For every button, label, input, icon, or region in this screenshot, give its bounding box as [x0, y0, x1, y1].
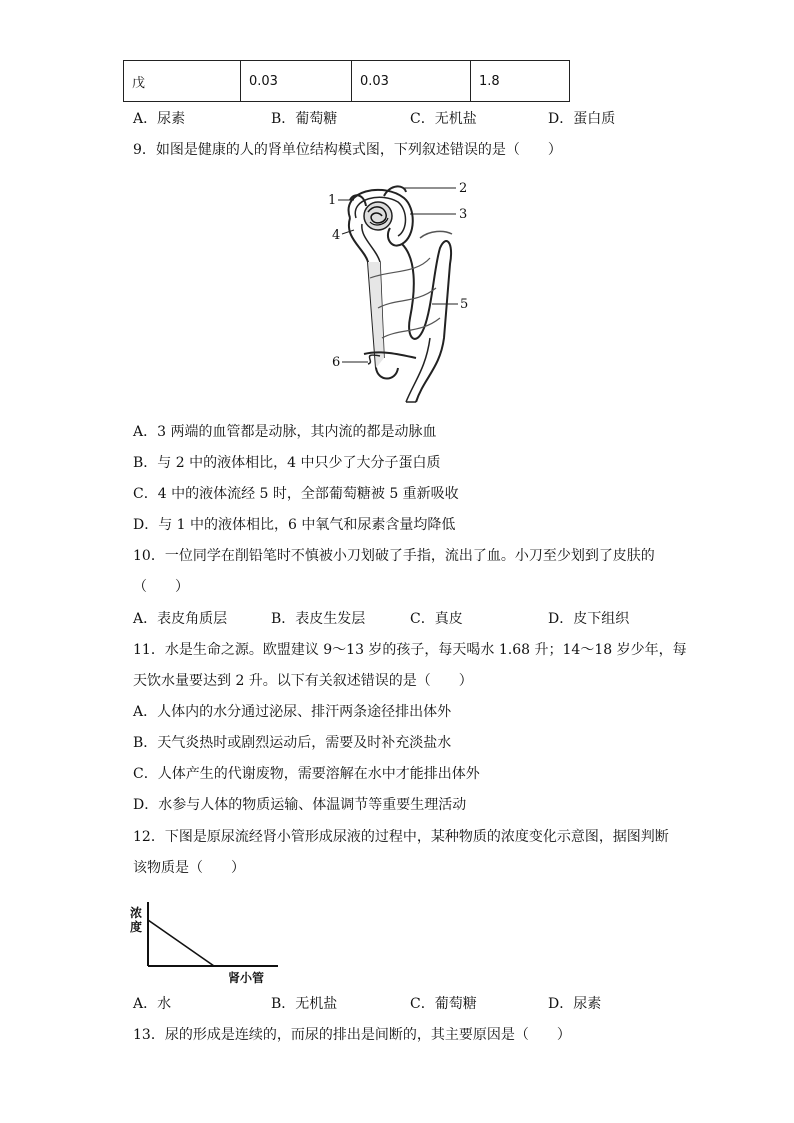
data-table [123, 60, 570, 102]
q8-option-a[interactable]: A．尿素 [133, 111, 186, 127]
nephron-diagram [320, 178, 480, 406]
figure-label-2: 2 [459, 181, 468, 196]
graph-ylabel: 浓 [130, 906, 143, 920]
q9-option-d[interactable]: D．与 1 中的液体相比，6 中氧气和尿素含量均降低 [133, 517, 456, 533]
figure-label-5: 5 [460, 297, 469, 312]
q12-option-d[interactable]: D．尿素 [548, 996, 602, 1012]
q8-option-b[interactable]: B．葡萄糖 [271, 111, 338, 127]
q11-option-c[interactable]: C．人体产生的代谢废物，需要溶解在水中才能排出体外 [133, 766, 480, 782]
q10-option-d[interactable]: D．皮下组织 [548, 611, 630, 627]
q10-option-c[interactable]: C．真皮 [410, 611, 463, 627]
q11-option-b[interactable]: B．天气炎热时或剧烈运动后，需要及时补充淡盐水 [133, 735, 452, 751]
q12-option-b[interactable]: B．无机盐 [271, 996, 338, 1012]
q8-option-d[interactable]: D．蛋白质 [548, 111, 616, 127]
table-cell: 0.03 [352, 61, 471, 102]
q10-stem: 10．一位同学在削铅笔时不慎被小刀划破了手指，流出了血。小刀至少划到了皮肤的 [133, 548, 655, 564]
table-cell: 1.8 [471, 61, 570, 102]
q12-option-c[interactable]: C．葡萄糖 [410, 996, 477, 1012]
figure-label-1: 1 [328, 193, 337, 208]
q13-stem: 13．尿的形成是连续的，而尿的排出是间断的，其主要原因是（ ） [133, 1027, 571, 1043]
q10-option-b[interactable]: B．表皮生发层 [271, 611, 366, 627]
q10-option-a[interactable]: A．表皮角质层 [133, 611, 228, 627]
table-cell: 戊 [124, 61, 241, 102]
concentration-graph [128, 900, 288, 988]
q11-stem: 11．水是生命之源。欧盟建议 9～13 岁的孩子，每天喝水 1.68 升；14～18 岁少年，每 [133, 642, 687, 658]
graph-ylabel: 度 [130, 920, 143, 934]
q9-option-c[interactable]: C．4 中的液体流经 5 时，全部葡萄糖被 5 重新吸收 [133, 486, 459, 502]
figure-label-4: 4 [332, 228, 341, 243]
q12-stem-cont: 该物质是（ ） [133, 860, 245, 876]
q11-stem-cont: 天饮水量要达到 2 升。以下有关叙述错误的是（ ） [133, 673, 473, 689]
q10-stem-cont: （ ） [133, 579, 189, 595]
q11-option-d[interactable]: D．水参与人体的物质运输、体温调节等重要生理活动 [133, 797, 467, 813]
q12-stem: 12．下图是原尿流经肾小管形成尿液的过程中，某种物质的浓度变化示意图，据图判断 [133, 829, 669, 845]
graph-xlabel: 肾小管 [228, 971, 265, 985]
q9-stem: 9．如图是健康的人的肾单位结构模式图，下列叙述错误的是（ ） [133, 142, 562, 158]
figure-label-3: 3 [459, 207, 468, 222]
figure-label-6: 6 [332, 355, 341, 370]
q9-option-b[interactable]: B．与 2 中的液体相比，4 中只少了大分子蛋白质 [133, 455, 441, 471]
q8-option-c[interactable]: C．无机盐 [410, 111, 477, 127]
q9-option-a[interactable]: A．3 两端的血管都是动脉，其内流的都是动脉血 [133, 424, 437, 440]
q12-option-a[interactable]: A．水 [133, 996, 172, 1012]
table-cell: 0.03 [241, 61, 352, 102]
q11-option-a[interactable]: A．人体内的水分通过泌尿、排汗两条途径排出体外 [133, 704, 452, 720]
table-row [124, 61, 570, 102]
